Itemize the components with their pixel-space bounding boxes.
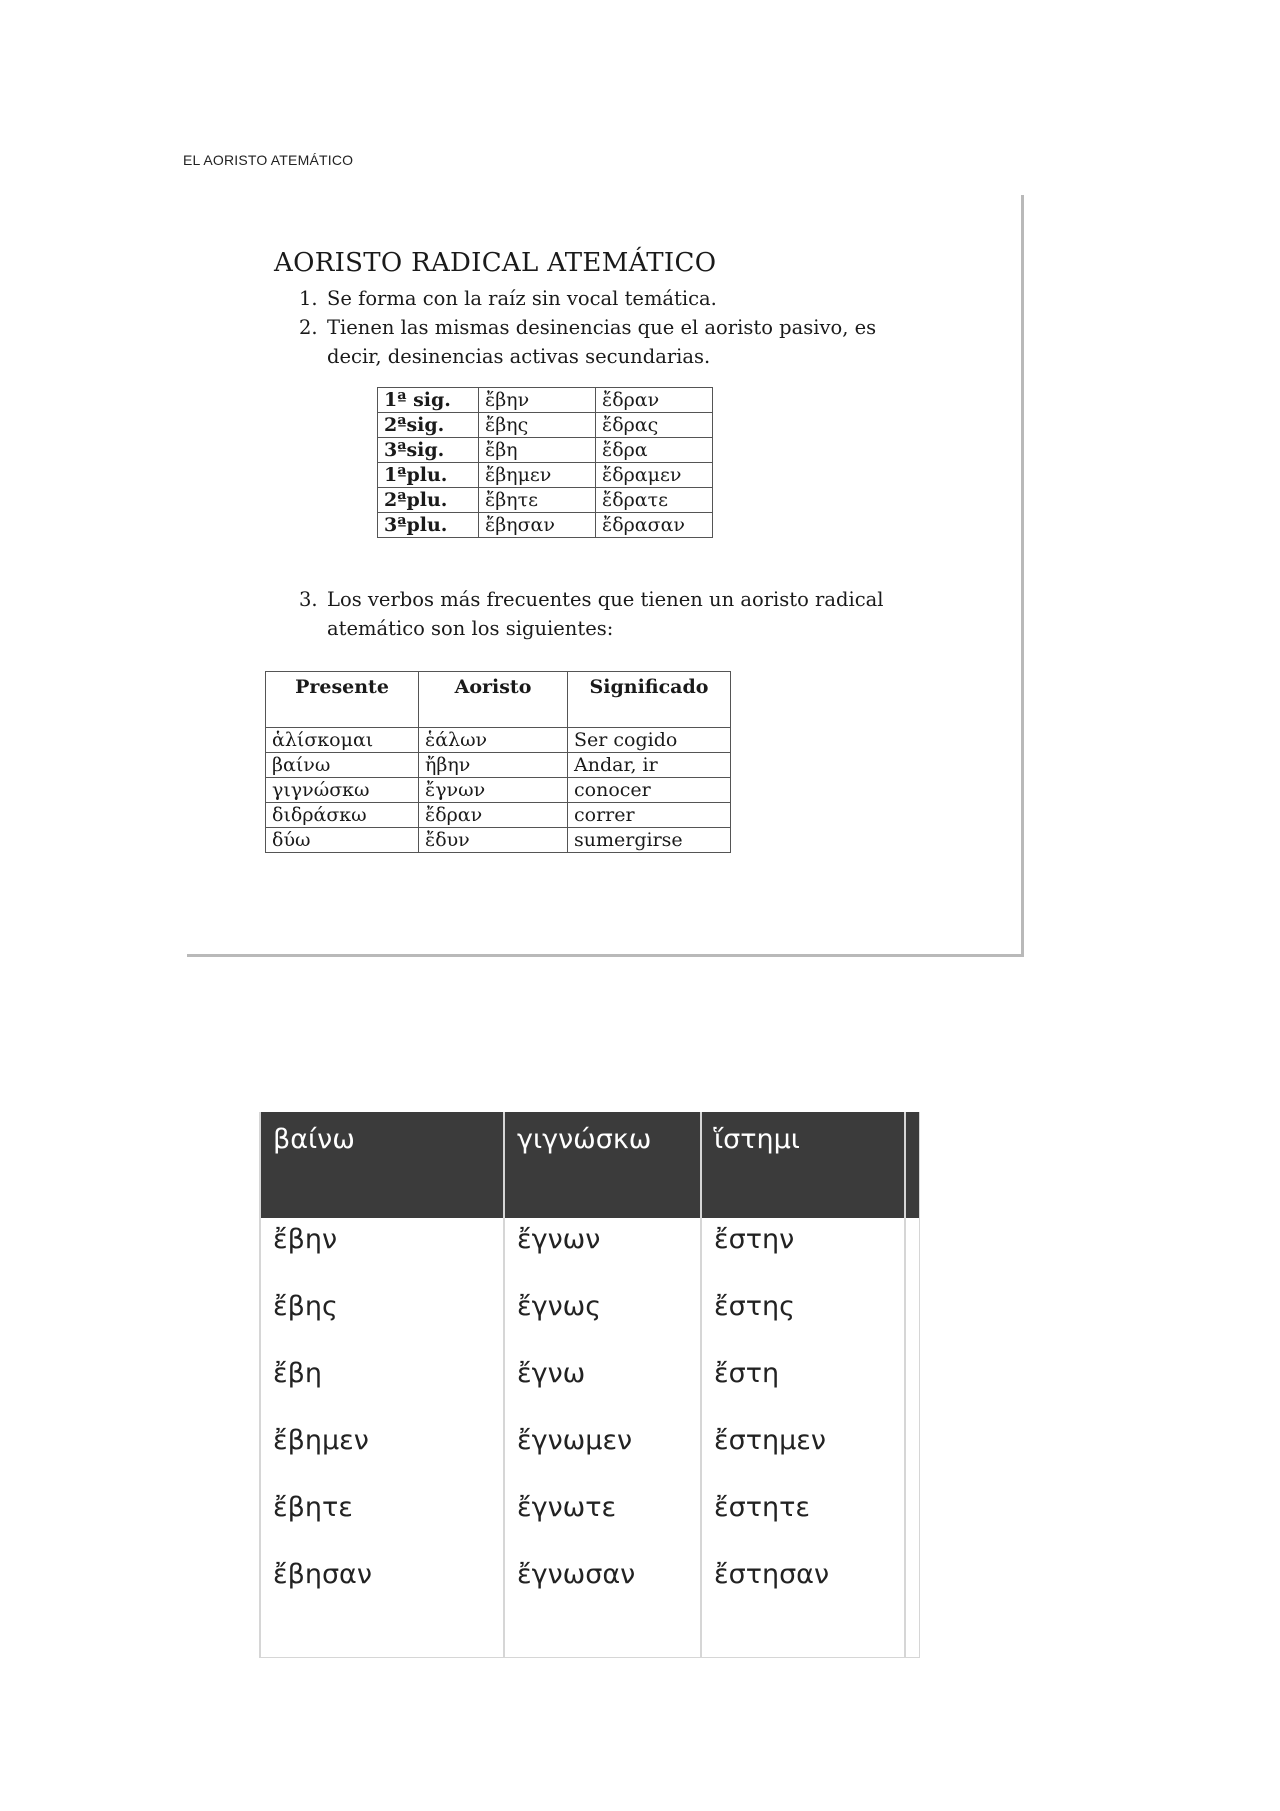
conjugation-form: ἔβη (479, 438, 596, 463)
point-text (327, 313, 876, 371)
point-text-line: Tienen las mismas desinencias que el aoristo pasivo, es (327, 316, 877, 339)
conjugation-person: 1ª sig. (378, 388, 479, 413)
column-divider (904, 1112, 906, 1657)
verb-significado: Ser cogido (568, 728, 731, 753)
conjugation-form: ἔδραν (596, 388, 713, 413)
paradigm-header-cell: ἵστημι (714, 1124, 800, 1155)
verb-aoristo: ἔδραν (419, 803, 568, 828)
point-text-line: Los verbos más frecuentes que tienen un aoristo radical (327, 588, 884, 611)
verb-significado: conocer (568, 778, 731, 803)
paradigm-cell: ἔβη (273, 1358, 322, 1389)
paradigm-cell: ἔβητε (273, 1492, 353, 1523)
verb-presente: βαίνω (266, 753, 419, 778)
verb-significado: Andar, ir (568, 753, 731, 778)
verb-presente: διδράσκω (266, 803, 419, 828)
paradigm-cell: ἔβην (273, 1224, 338, 1255)
paradigm-cell: ἔγνω (517, 1358, 586, 1389)
verb-presente: ἁλίσκομαι (266, 728, 419, 753)
conjugation-form: ἔβημεν (479, 463, 596, 488)
conjugation-row (378, 388, 713, 413)
verbs-row (266, 753, 731, 778)
scanned-excerpt (187, 195, 1024, 957)
paradigm-table (259, 1112, 920, 1658)
point-text (327, 585, 883, 643)
verb-aoristo: ἔδυν (419, 828, 568, 853)
paradigm-cell: ἔστησαν (714, 1559, 830, 1590)
paradigm-cell: ἔστητε (714, 1492, 810, 1523)
conjugation-form: ἔβης (479, 413, 596, 438)
conjugation-form: ἔβητε (479, 488, 596, 513)
paradigm-header-cell: γιγνώσκω (517, 1124, 652, 1155)
verb-significado: correr (568, 803, 731, 828)
conjugation-form: ἔδρας (596, 413, 713, 438)
conjugation-form: ἔδρα (596, 438, 713, 463)
column-divider (700, 1112, 702, 1657)
scan-points-list (299, 284, 949, 371)
conjugation-row (378, 513, 713, 538)
verb-aoristo: ἤβην (419, 753, 568, 778)
paradigm-cell: ἔβης (273, 1291, 338, 1322)
paradigm-cell: ἔγνως (517, 1291, 602, 1322)
scan-point-3 (299, 585, 949, 643)
verbs-row (266, 728, 731, 753)
point-text: Se forma con la raíz sin vocal temática. (327, 287, 717, 310)
document-header-label: EL AORISTO ATEMÁTICO (183, 152, 354, 168)
verbs-row (266, 828, 731, 853)
point-number: 1. (299, 287, 318, 310)
paradigm-cell: ἔστη (714, 1358, 780, 1389)
conjugation-person: 1ªplu. (378, 463, 479, 488)
paradigm-cell: ἔστην (714, 1224, 795, 1255)
verbs-row (266, 778, 731, 803)
paradigm-cell: ἔστημεν (714, 1425, 826, 1456)
paradigm-cell: ἔβημεν (273, 1425, 369, 1456)
conjugation-form: ἔβην (479, 388, 596, 413)
verb-significado: sumergirse (568, 828, 731, 853)
verbs-table (265, 671, 731, 853)
paradigm-header-cell: βαίνω (273, 1124, 355, 1155)
verbs-header-row (266, 672, 731, 728)
conjugation-row (378, 488, 713, 513)
paradigm-cell: ἔβησαν (273, 1559, 372, 1590)
column-divider (259, 1112, 261, 1657)
conjugation-row (378, 413, 713, 438)
verbs-header-presente: Presente (266, 672, 419, 728)
verbs-header-significado: Significado (568, 672, 731, 728)
scan-title: AORISTO RADICAL ATEMÁTICO (274, 248, 717, 278)
verb-presente: δύω (266, 828, 419, 853)
conjugation-row (378, 438, 713, 463)
verb-aoristo: ἔγνων (419, 778, 568, 803)
point-2 (299, 313, 949, 371)
conjugation-person: 2ªsig. (378, 413, 479, 438)
conjugation-row (378, 463, 713, 488)
point-text-line: atemático son los siguientes: (327, 617, 614, 640)
conjugation-form: ἔβησαν (479, 513, 596, 538)
paradigm-cell: ἔστης (714, 1291, 795, 1322)
conjugation-form: ἔδρασαν (596, 513, 713, 538)
column-divider (503, 1112, 505, 1657)
conjugation-person: 3ªplu. (378, 513, 479, 538)
point-1 (299, 284, 949, 313)
verb-presente: γιγνώσκω (266, 778, 419, 803)
point-3 (299, 585, 949, 643)
verbs-row (266, 803, 731, 828)
conjugation-form: ἔδρατε (596, 488, 713, 513)
verb-aoristo: ἑάλων (419, 728, 568, 753)
conjugation-form: ἔδραμεν (596, 463, 713, 488)
paradigm-cell: ἔγνωσαν (517, 1559, 636, 1590)
conjugation-person: 3ªsig. (378, 438, 479, 463)
conjugation-person: 2ªplu. (378, 488, 479, 513)
conjugation-table (377, 387, 713, 538)
paradigm-cell: ἔγνων (517, 1224, 601, 1255)
paradigm-cell: ἔγνωμεν (517, 1425, 633, 1456)
point-number: 3. (299, 588, 318, 611)
verbs-header-aoristo: Aoristo (419, 672, 568, 728)
point-text-line: decir, desinencias activas secundarias. (327, 345, 711, 368)
paradigm-cell: ἔγνωτε (517, 1492, 617, 1523)
point-number: 2. (299, 316, 318, 339)
